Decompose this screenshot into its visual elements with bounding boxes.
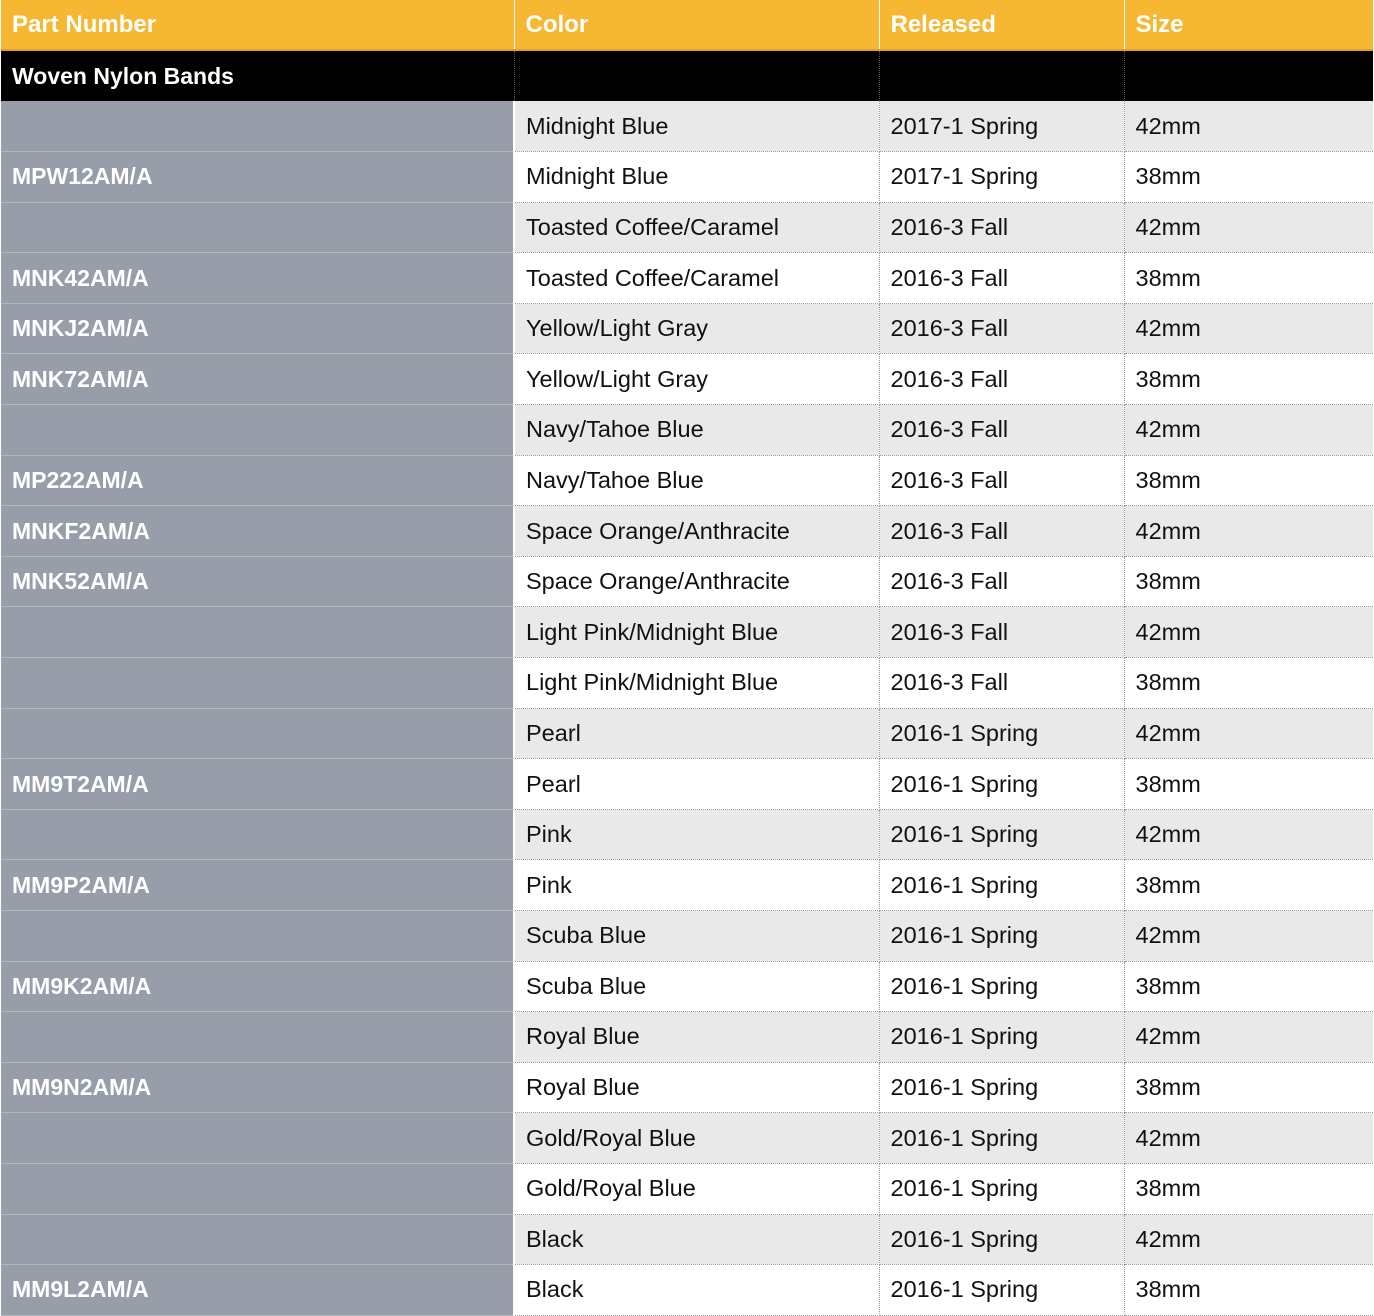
table-row xyxy=(1,1113,1373,1164)
size-cell: 42mm xyxy=(1124,101,1373,152)
color-cell: Yellow/Light Gray xyxy=(514,303,879,354)
color-cell: Navy/Tahoe Blue xyxy=(514,455,879,506)
header-released: Released xyxy=(879,0,1124,50)
released-cell: 2016-1 Spring xyxy=(879,911,1124,962)
size-cell: 38mm xyxy=(1124,556,1373,607)
table-row xyxy=(1,152,1373,203)
released-cell: 2016-1 Spring xyxy=(879,1113,1124,1164)
table-row xyxy=(1,708,1373,759)
part-number-cell: MPW12AM/A xyxy=(1,152,514,203)
released-cell: 2016-3 Fall xyxy=(879,405,1124,456)
part-number-cell xyxy=(1,1214,514,1265)
color-cell: Toasted Coffee/Caramel xyxy=(514,202,879,253)
table-row xyxy=(1,1214,1373,1265)
size-cell: 42mm xyxy=(1124,1113,1373,1164)
released-cell: 2016-3 Fall xyxy=(879,607,1124,658)
part-number-cell xyxy=(1,607,514,658)
released-cell: 2016-3 Fall xyxy=(879,556,1124,607)
section-cell xyxy=(879,50,1124,101)
released-cell: 2016-1 Spring xyxy=(879,708,1124,759)
released-cell: 2016-1 Spring xyxy=(879,759,1124,810)
size-cell: 38mm xyxy=(1124,1062,1373,1113)
table-row xyxy=(1,658,1373,709)
size-cell: 42mm xyxy=(1124,202,1373,253)
part-number-cell xyxy=(1,809,514,860)
size-cell: 38mm xyxy=(1124,152,1373,203)
table-row xyxy=(1,607,1373,658)
color-cell: Pink xyxy=(514,860,879,911)
released-cell: 2016-3 Fall xyxy=(879,354,1124,405)
size-cell: 38mm xyxy=(1124,961,1373,1012)
color-cell: Gold/Royal Blue xyxy=(514,1113,879,1164)
table-row xyxy=(1,556,1373,607)
table-row xyxy=(1,253,1373,304)
table-row xyxy=(1,911,1373,962)
released-cell: 2016-1 Spring xyxy=(879,1163,1124,1214)
size-cell: 38mm xyxy=(1124,253,1373,304)
table-row xyxy=(1,961,1373,1012)
part-number-cell: MNK72AM/A xyxy=(1,354,514,405)
size-cell: 42mm xyxy=(1124,607,1373,658)
table-row xyxy=(1,759,1373,810)
color-cell: Navy/Tahoe Blue xyxy=(514,405,879,456)
color-cell: Space Orange/Anthracite xyxy=(514,556,879,607)
part-number-cell xyxy=(1,405,514,456)
section-cell xyxy=(514,50,879,101)
section-title: Woven Nylon Bands xyxy=(1,50,514,101)
table-row xyxy=(1,405,1373,456)
part-number-cell: MM9N2AM/A xyxy=(1,1062,514,1113)
color-cell: Pink xyxy=(514,809,879,860)
size-cell: 38mm xyxy=(1124,354,1373,405)
size-cell: 42mm xyxy=(1124,303,1373,354)
released-cell: 2016-1 Spring xyxy=(879,1062,1124,1113)
color-cell: Royal Blue xyxy=(514,1062,879,1113)
released-cell: 2017-1 Spring xyxy=(879,101,1124,152)
part-number-cell xyxy=(1,708,514,759)
size-cell: 42mm xyxy=(1124,1012,1373,1063)
size-cell: 42mm xyxy=(1124,809,1373,860)
released-cell: 2016-3 Fall xyxy=(879,303,1124,354)
part-number-cell: MM9P2AM/A xyxy=(1,860,514,911)
size-cell: 42mm xyxy=(1124,506,1373,557)
part-number-cell xyxy=(1,658,514,709)
part-number-cell: MM9L2AM/A xyxy=(1,1265,514,1316)
part-number-cell xyxy=(1,202,514,253)
part-number-cell: MNKF2AM/A xyxy=(1,506,514,557)
released-cell: 2016-1 Spring xyxy=(879,809,1124,860)
part-number-cell: MP222AM/A xyxy=(1,455,514,506)
part-number-cell xyxy=(1,1113,514,1164)
color-cell: Pearl xyxy=(514,708,879,759)
released-cell: 2016-1 Spring xyxy=(879,961,1124,1012)
size-cell: 42mm xyxy=(1124,708,1373,759)
table-row xyxy=(1,101,1373,152)
color-cell: Pearl xyxy=(514,759,879,810)
table-row xyxy=(1,1012,1373,1063)
released-cell: 2016-3 Fall xyxy=(879,202,1124,253)
released-cell: 2016-1 Spring xyxy=(879,1214,1124,1265)
color-cell: Royal Blue xyxy=(514,1012,879,1063)
section-cell xyxy=(1124,50,1373,101)
header-color: Color xyxy=(514,0,879,50)
header-size: Size xyxy=(1124,0,1373,50)
color-cell: Toasted Coffee/Caramel xyxy=(514,253,879,304)
size-cell: 38mm xyxy=(1124,658,1373,709)
size-cell: 38mm xyxy=(1124,860,1373,911)
size-cell: 38mm xyxy=(1124,759,1373,810)
header-row xyxy=(1,0,1373,50)
table-body xyxy=(1,50,1373,1315)
section-row xyxy=(1,50,1373,101)
part-number-cell xyxy=(1,911,514,962)
released-cell: 2016-1 Spring xyxy=(879,1012,1124,1063)
released-cell: 2016-1 Spring xyxy=(879,860,1124,911)
table-header xyxy=(1,0,1373,50)
size-cell: 42mm xyxy=(1124,1214,1373,1265)
color-cell: Gold/Royal Blue xyxy=(514,1163,879,1214)
size-cell: 38mm xyxy=(1124,455,1373,506)
part-number-cell: MNK52AM/A xyxy=(1,556,514,607)
header-part-number: Part Number xyxy=(1,0,514,50)
size-cell: 42mm xyxy=(1124,405,1373,456)
table-row xyxy=(1,860,1373,911)
part-number-cell xyxy=(1,1163,514,1214)
table-row xyxy=(1,809,1373,860)
color-cell: Scuba Blue xyxy=(514,911,879,962)
color-cell: Yellow/Light Gray xyxy=(514,354,879,405)
size-cell: 38mm xyxy=(1124,1265,1373,1316)
part-number-cell: MM9K2AM/A xyxy=(1,961,514,1012)
part-number-cell: MNK42AM/A xyxy=(1,253,514,304)
table-row xyxy=(1,506,1373,557)
released-cell: 2016-3 Fall xyxy=(879,506,1124,557)
released-cell: 2016-3 Fall xyxy=(879,253,1124,304)
released-cell: 2017-1 Spring xyxy=(879,152,1124,203)
color-cell: Light Pink/Midnight Blue xyxy=(514,658,879,709)
color-cell: Black xyxy=(514,1214,879,1265)
released-cell: 2016-3 Fall xyxy=(879,455,1124,506)
table-row xyxy=(1,1062,1373,1113)
table-row xyxy=(1,455,1373,506)
color-cell: Midnight Blue xyxy=(514,152,879,203)
part-number-cell: MM9T2AM/A xyxy=(1,759,514,810)
color-cell: Scuba Blue xyxy=(514,961,879,1012)
released-cell: 2016-1 Spring xyxy=(879,1265,1124,1316)
color-cell: Black xyxy=(514,1265,879,1316)
color-cell: Light Pink/Midnight Blue xyxy=(514,607,879,658)
table-row xyxy=(1,1265,1373,1316)
color-cell: Space Orange/Anthracite xyxy=(514,506,879,557)
part-number-cell xyxy=(1,1012,514,1063)
part-number-cell: MNKJ2AM/A xyxy=(1,303,514,354)
table-row xyxy=(1,1163,1373,1214)
color-cell: Midnight Blue xyxy=(514,101,879,152)
size-cell: 42mm xyxy=(1124,911,1373,962)
bands-table xyxy=(1,0,1373,1316)
released-cell: 2016-3 Fall xyxy=(879,658,1124,709)
part-number-cell xyxy=(1,101,514,152)
table-row xyxy=(1,202,1373,253)
size-cell: 38mm xyxy=(1124,1163,1373,1214)
table-row xyxy=(1,303,1373,354)
table-row xyxy=(1,354,1373,405)
